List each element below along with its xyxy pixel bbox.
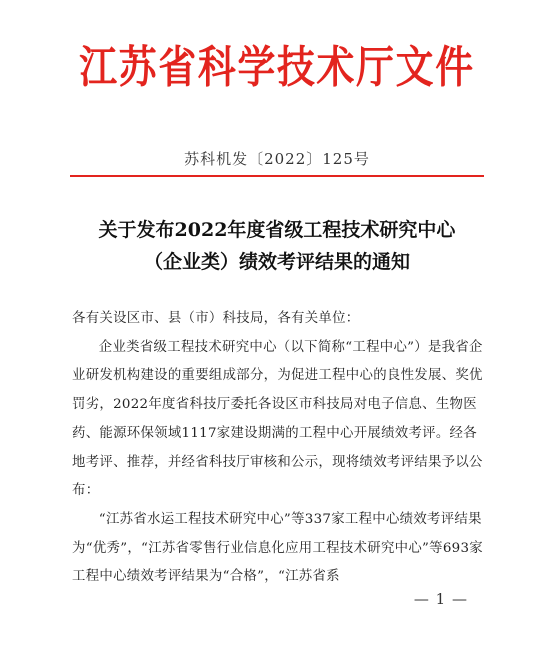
notice-title-line-2: （企业类）绩效考评结果的通知 — [143, 251, 410, 273]
notice-title-line-1: 关于发布2022年度省级工程技术研究中心 — [98, 219, 456, 241]
body-paragraph-1: 企业类省级工程技术研究中心（以下简称“工程中心”）是我省企业研发机构建设的重要组成部分，为促进工程中心的良性发展、奖优罚劣，2022年度省科技厅委托各设区市科技局对电子信息、生物医药、能源环保领域1117家建设期满的工程中心开展绩效考评。经各地考评、推荐，并经省科技厅审核和公示，现将绩效考评结果予以公布： — [72, 339, 483, 499]
notice-title — [0, 214, 554, 278]
page-number: — 1 — — [413, 590, 468, 608]
issuer-title: 江苏省科学技术厅文件 — [79, 42, 475, 93]
red-divider — [70, 175, 484, 177]
salutation: 各有关设区市、县（市）科技局，各有关单位： — [72, 311, 360, 326]
notice-body — [72, 305, 484, 592]
document-number: 苏科机发〔2022〕125号 — [184, 150, 370, 168]
body-paragraph-2: “江苏省水运工程技术研究中心”等337家工程中心绩效考评结果为“优秀”，“江苏省零售行业信息化应用工程技术研究中心”等693家工程中心绩效考评结果为“合格”，“江苏省系 — [72, 511, 483, 585]
